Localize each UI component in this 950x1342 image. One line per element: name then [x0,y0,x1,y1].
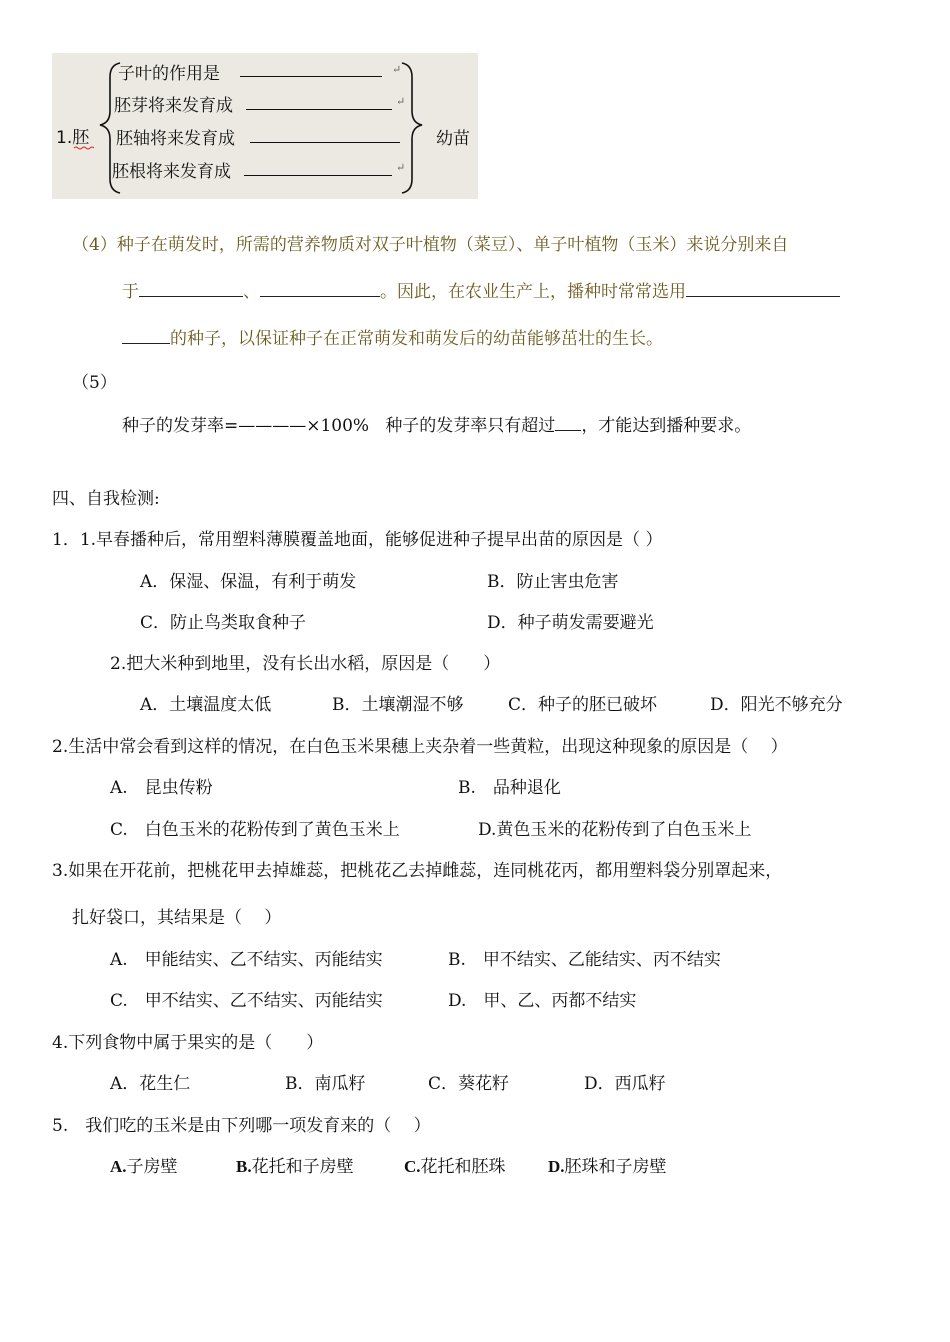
q5-quiz-option-b-letter: B. [236,1157,252,1176]
q3-stem-line1: 3.如果在开花前，把桃花甲去掉雄蕊，把桃花乙去掉雌蕊，连同桃花丙，都用塑料袋分别罩起来， [52,861,783,881]
diagram-row-radicle: 胚根将来发育成 [112,162,231,182]
embryo-diagram [52,53,478,199]
diagram-row-plumule: 胚芽将来发育成 [114,96,233,116]
q5-quiz-option-d-letter: D. [548,1157,565,1176]
diagram-row-hypocotyl: 胚轴将来发育成 [116,129,235,149]
q5-number: （5） [72,373,117,393]
q1-1-option-a[interactable]: A．保湿、保温，有利于萌发 [140,572,357,592]
q4-text-line1: 种子在萌发时，所需的营养物质对双子叶植物（菜豆）、单子叶植物（玉米）来说分别来自 [116,235,789,255]
q4-text-line3: 的种子，以保证种子在正常萌发和萌发后的幼苗能够茁壮的生长。 [170,329,663,349]
q5-quiz-option-d-text: 胚珠和子房壁 [564,1157,667,1177]
q5-quiz-option-b-text: 花托和子房壁 [251,1157,354,1177]
diagram-blank-4 [244,175,392,176]
q5-quiz-option-b[interactable] [236,1152,354,1177]
q5-text-a: 种子的发芽率只有超过 [385,416,556,436]
q2-option-d[interactable]: D.黄色玉米的花粉传到了白色玉米上 [478,820,752,840]
q5-quiz-option-a-letter: A. [110,1157,127,1176]
q1-1-stem: 1．1.早春播种后，常用塑料薄膜覆盖地面，能够促进种子提早出苗的原因是（ ） [52,530,663,550]
q4-blank-dicot[interactable] [139,282,243,297]
q4-quiz-stem: 4.下列食物中属于果实的是（ ） [52,1033,324,1053]
section-title: 四、自我检测: [52,489,160,509]
q4-quiz-option-b[interactable]: B．南瓜籽 [285,1074,366,1094]
q3-option-a[interactable]: A. 甲能结实、乙不结实、丙能结实 [110,950,383,970]
return-mark: ↵ [396,161,406,174]
q1-2-option-c[interactable]: C．种子的胚已破坏 [508,695,658,715]
q1-1-option-b[interactable]: B．防止害虫危害 [487,572,619,592]
q4-quiz-option-d[interactable]: D．西瓜籽 [584,1074,666,1094]
q2-stem: 2.生活中常会看到这样的情况，在白色玉米果穗上夹杂着一些黄粒，出现这种现象的原因是（ ） [52,737,788,757]
q4-text-yu: 于 [122,282,139,302]
q5-formula: 种子的发芽率=————×100% [122,416,370,436]
q1-2-stem: 2.把大米种到地里，没有长出水稻，原因是（ ） [110,654,501,674]
q5-line [122,411,751,436]
q3-option-c[interactable]: C. 甲不结实、乙不结实、丙能结实 [110,991,383,1011]
q1-1-option-d[interactable]: D．种子萌发需要避光 [487,613,654,633]
q3-stem-line2: 扎好袋口，其结果是（ ） [72,908,282,928]
q4-separator: 、 [243,282,260,302]
q3-option-d[interactable]: D. 甲、乙、丙都不结实 [448,991,637,1011]
q4-paragraph-line2 [122,277,840,302]
q4-blank-seed-type[interactable] [686,282,840,297]
return-mark: ↵ [396,95,406,108]
return-mark: ↵ [392,63,402,76]
q4-number: （4） [72,235,117,255]
q5-blank-rate[interactable] [555,416,581,431]
diagram-row-cotyledon: 子叶的作用是 [118,64,220,84]
q5-quiz-option-c-letter: C. [404,1157,421,1176]
q5-quiz-option-c[interactable] [404,1152,506,1177]
q5-quiz-stem: 5. 我们吃的玉米是由下列哪一项发育来的（ ） [52,1116,431,1136]
q5-quiz-option-a[interactable] [110,1152,178,1177]
q1-1-option-c[interactable]: C．防止鸟类取食种子 [140,613,307,633]
q1-2-option-a[interactable]: A．土壤温度太低 [140,695,272,715]
q5-quiz-option-c-text: 花托和胚珠 [420,1157,506,1177]
q2-option-c[interactable]: C. 白色玉米的花粉传到了黄色玉米上 [110,820,400,840]
q4-blank-seed-type-cont[interactable] [122,329,170,344]
q3-option-b[interactable]: B. 甲不结实、乙能结实、丙不结实 [448,950,721,970]
diagram-blank-2 [246,109,392,110]
q4-quiz-option-a[interactable]: A．花生仁 [110,1074,191,1094]
q4-blank-monocot[interactable] [260,282,380,297]
diagram-root-label: 1.胚 [56,128,90,148]
q5-quiz-option-d[interactable] [548,1152,667,1177]
q2-option-a[interactable]: A. 昆虫传粉 [110,778,213,798]
q5-quiz-option-a-text: 子房壁 [126,1157,178,1177]
diagram-blank-3 [250,142,400,143]
q1-2-option-d[interactable]: D．阳光不够充分 [710,695,843,715]
q2-option-b[interactable]: B. 品种退化 [458,778,561,798]
diagram-blank-1 [240,76,382,77]
q4-text-line2: 。因此，在农业生产上，播种时常常选用 [380,282,686,302]
q4-paragraph-line1 [72,230,788,255]
q5-text-b: ，才能达到播种要求。 [581,416,752,436]
diagram-result-label: 幼苗 [436,129,470,149]
q1-2-option-b[interactable]: B．土壤潮湿不够 [332,695,464,715]
q4-quiz-option-c[interactable]: C．葵花籽 [428,1074,510,1094]
q4-paragraph-line3 [122,324,663,349]
